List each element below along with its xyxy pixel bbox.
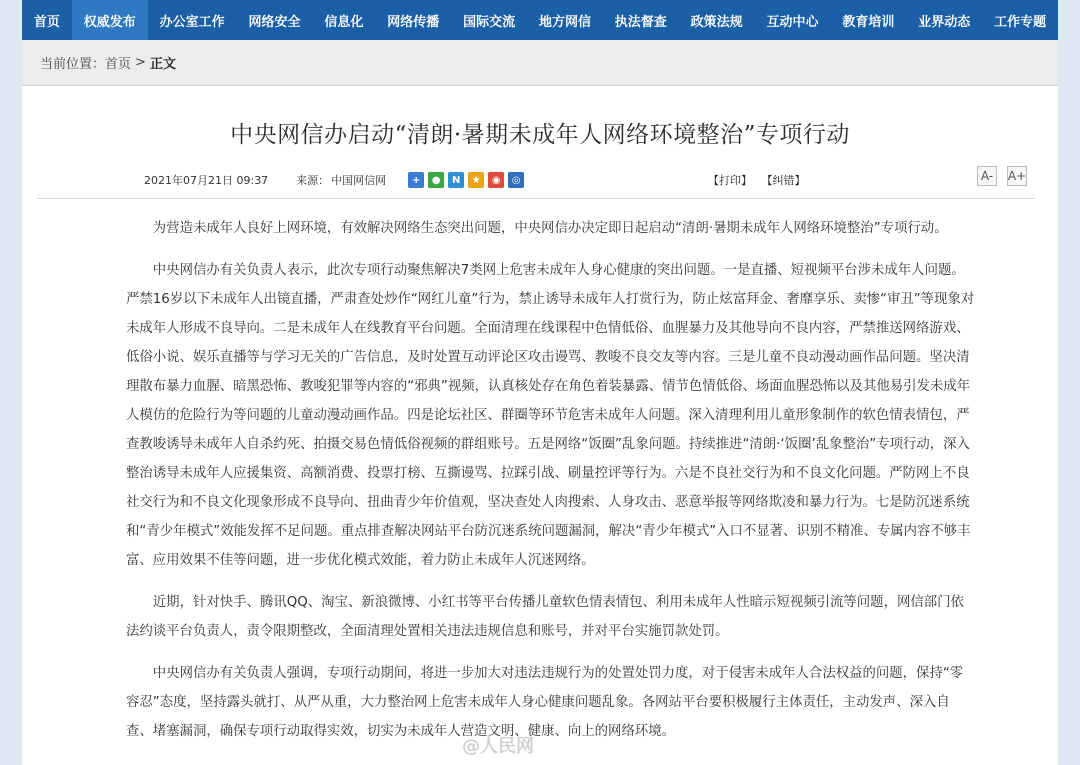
paragraph: 中央网信办有关负责人强调，专项行动期间，将进一步加大对违法违规行为的处置处罚力度，对于侵害未成年人合法权益的问题，保持“零容忍”态度，坚持露头就打、从严从重，大力整治网上危害未成年人身心健康问题乱象。各网站平台要积极履行主体责任，主动发声、深入自查、堵塞漏洞，确保专项行动取得实效，切实为未成年人营造文明、健康、向上的网络环境。 — [126, 666, 964, 739]
source-name: 中国网信网 — [331, 174, 387, 187]
qzone-icon[interactable]: ★ — [468, 172, 484, 188]
nav-item[interactable]: 地方网信 — [538, 14, 591, 30]
nav-item[interactable]: 网络安全 — [248, 14, 301, 30]
nav-item[interactable]: 互动中心 — [766, 14, 819, 30]
nav-item[interactable]: 业界动态 — [918, 14, 971, 30]
weibo-icon[interactable]: ◉ — [488, 172, 504, 188]
plus-share-icon[interactable]: + — [408, 172, 424, 188]
paragraph: 近期，针对快手、腾讯QQ、淘宝、新浪微博、小红书等平台传播儿童软色情表情包、利用未成年人性暗示短视频引流等问题，网信部门依法约谈平台负责人，责令限期整改，全面清理处置相关违法违规信息和账号，并对平台实施罚款处罚。 — [126, 595, 964, 639]
paragraph: 为营造未成年人良好上网环境，有效解决网络生态突出问题，中央网信办决定即日起启动“清朗·暑期未成年人网络环境整治”专项行动。 — [152, 221, 948, 236]
article-body — [126, 214, 976, 759]
nav-item[interactable]: 工作专题 — [994, 14, 1047, 30]
nav-item[interactable]: 教育培训 — [842, 14, 895, 30]
paragraph: 中央网信办有关负责人表示，此次专项行动聚焦解决7类网上危害未成年人身心健康的突出问题。一是直播、短视频平台涉未成年人问题。严禁16岁以下未成年人出镜直播，严肃查处炒作“网红儿童”行为，禁止诱导未成年人打赏行为，防止炫富拜金、奢靡享乐、卖惨“审丑”等现象对未成年人形成不良导向。二是未成年人在线教育平台问题。全面清理在线课程中色情低俗、血腥暴力及其他导向不良内容，严禁推送网络游戏、低俗小说、娱乐直播等与学习无关的广告信息，及时处置互动评论区攻击谩骂、教唆不良交友等内容。三是儿童不良动漫动画作品问题。坚决清理散布暴力血腥、暗黑恐怖、教唆犯罪等内容的“邪典”视频，认真核处存在角色着装暴露、情节色情低俗、场面血腥恐怖以及其他易引发未成年人模仿的危险行为等问题的儿童动漫动画作品。四是论坛社区、群圈等环节危害未成年人问题。深入清理利用儿童形象制作的软色情表情包，严查教唆诱导未成年人自杀约死、拍摄交易色情低俗视频的群组账号。五是网络“饭圈”乱象问题。持续推进“清朗·‘饭圈’乱象整治”专项行动，深入整治诱导未成年人应援集资、高额消费、投票打榜、互撕谩骂、拉踩引战、刷量控评等行为。六是不良社交行为和不良文化问题。严防网上不良社交行为和不良文化现象形成不良导向、扭曲青少年价值观，坚决查处人肉搜索、人身攻击、恶意举报等网络欺凌和暴力行为。七是防沉迷系统和“青少年模式”效能发挥不足问题。重点排查解决网站平台防沉迷系统问题漏洞，解决“青少年模式”入口不显著、识别不精准、专属内容不够丰富、应用效果不佳等问题，进一步优化模式效能，着力防止未成年人沉迷网络。 — [126, 263, 975, 568]
breadcrumb-home-link[interactable]: 首页 — [105, 57, 132, 72]
divider — [36, 198, 1036, 199]
share-toolbar — [408, 172, 528, 188]
publish-date: 2021年07月21日 09:37 — [144, 174, 269, 187]
report-error-button[interactable]: 【纠错】 — [761, 174, 806, 187]
source-label: 来源： — [296, 174, 330, 187]
link-share-icon[interactable]: ◎ — [508, 172, 524, 188]
top-nav — [22, 0, 1058, 40]
page-title: 中央网信办启动“清朗·暑期未成年人网络环境整治”专项行动 — [230, 122, 850, 148]
breadcrumb-separator: > — [135, 55, 146, 70]
nav-item[interactable]: 执法督查 — [614, 14, 667, 30]
article-meta — [144, 172, 528, 188]
font-increase-button[interactable]: A+ — [1007, 166, 1027, 186]
article-tools — [708, 172, 812, 188]
watermark: @人民网 — [462, 736, 534, 757]
nav-item[interactable]: 网络传播 — [387, 14, 440, 30]
n-share-icon[interactable]: N — [448, 172, 464, 188]
nav-item[interactable]: 办公室工作 — [159, 14, 225, 30]
nav-item[interactable]: 政策法规 — [690, 14, 743, 30]
breadcrumb — [22, 40, 1058, 86]
font-decrease-button[interactable]: A- — [977, 166, 997, 186]
nav-item[interactable]: 权威发布 — [72, 0, 148, 40]
breadcrumb-label: 当前位置： — [40, 57, 106, 72]
nav-item[interactable]: 首页 — [33, 14, 60, 30]
nav-item[interactable]: 国际交流 — [463, 14, 516, 30]
print-button[interactable]: 【打印】 — [708, 174, 752, 187]
breadcrumb-current: 正文 — [149, 57, 176, 72]
nav-item[interactable]: 信息化 — [324, 14, 364, 30]
article-panel — [22, 86, 1058, 765]
wechat-icon[interactable]: ● — [428, 172, 444, 188]
